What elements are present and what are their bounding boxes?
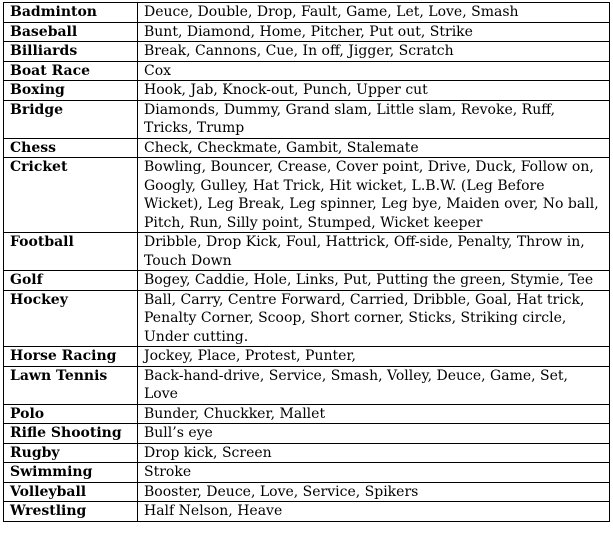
sport-terms-cell: Bunder, Chuckker, Mallet [138,404,610,424]
sport-terms-cell: Back-hand-drive, Service, Smash, Volley, Deuce, Game, Set, Love [138,366,610,404]
sport-name-cell: Lawn Tennis [4,366,138,404]
sport-terms-cell: Bunt, Diamond, Home, Pitcher, Put out, Strike [138,22,610,42]
sport-name-cell: Baseball [4,22,138,42]
table-row [4,42,610,62]
sport-name-cell: Bridge [4,100,138,138]
sport-name-cell: Hockey [4,290,138,347]
sport-terms-cell: Stroke [138,463,610,483]
sport-name-cell: Polo [4,404,138,424]
sport-name-cell: Badminton [4,3,138,23]
table-row [4,424,610,444]
sport-name-cell: Golf [4,271,138,291]
sport-terms-cell: Diamonds, Dummy, Grand slam, Little slam, Revoke, Ruff, Tricks, Trump [138,100,610,138]
sport-terms-cell: Booster, Deuce, Love, Service, Spikers [138,482,610,502]
sport-name-cell: Chess [4,138,138,158]
table-row [4,463,610,483]
sport-terms-cell: Hook, Jab, Knock-out, Punch, Upper cut [138,81,610,101]
sport-terms-cell: Drop kick, Screen [138,443,610,463]
sports-terms-table [3,2,610,522]
table-row [4,290,610,347]
sport-terms-cell: Half Nelson, Heave [138,502,610,522]
sport-terms-cell: Deuce, Double, Drop, Fault, Game, Let, Love, Smash [138,3,610,23]
sport-name-cell: Horse Racing [4,347,138,367]
table-row [4,81,610,101]
sport-terms-cell: Ball, Carry, Centre Forward, Carried, Dribble, Goal, Hat trick, Penalty Corner, Scoop, Short corner, Sticks, Striking circle, Under cutting. [138,290,610,347]
sport-name-cell: Wrestling [4,502,138,522]
sport-name-cell: Volleyball [4,482,138,502]
table-row [4,158,610,233]
table-row [4,100,610,138]
sports-terms-body [4,3,610,522]
sport-terms-cell: Bowling, Bouncer, Crease, Cover point, Drive, Duck, Follow on, Googly, Gulley, Hat Trick, Hit wicket, L.B.W. (Leg Before Wicket), Leg Break, Leg spinner, Leg bye, Maiden over, No ball, Pitch, Run, Silly point, Stumped, Wicket keeper [138,158,610,233]
table-row [4,233,610,271]
table-row [4,347,610,367]
sport-name-cell: Billiards [4,42,138,62]
sport-terms-cell: Check, Checkmate, Gambit, Stalemate [138,138,610,158]
table-row [4,366,610,404]
table-row [4,482,610,502]
sport-terms-cell: Dribble, Drop Kick, Foul, Hattrick, Off-side, Penalty, Throw in, Touch Down [138,233,610,271]
sport-terms-cell: Cox [138,61,610,81]
table-row [4,271,610,291]
sport-terms-cell: Jockey, Place, Protest, Punter, [138,347,610,367]
sport-name-cell: Swimming [4,463,138,483]
sport-terms-cell: Break, Cannons, Cue, In off, Jigger, Scratch [138,42,610,62]
sport-name-cell: Rugby [4,443,138,463]
table-row [4,138,610,158]
sport-name-cell: Boat Race [4,61,138,81]
sport-name-cell: Cricket [4,158,138,233]
table-row [4,22,610,42]
table-row [4,443,610,463]
sport-name-cell: Boxing [4,81,138,101]
table-row [4,404,610,424]
table-row [4,3,610,23]
sport-terms-cell: Bogey, Caddie, Hole, Links, Put, Putting the green, Stymie, Tee [138,271,610,291]
sport-name-cell: Rifle Shooting [4,424,138,444]
table-row [4,61,610,81]
sport-terms-cell: Bull’s eye [138,424,610,444]
table-row [4,502,610,522]
sport-name-cell: Football [4,233,138,271]
